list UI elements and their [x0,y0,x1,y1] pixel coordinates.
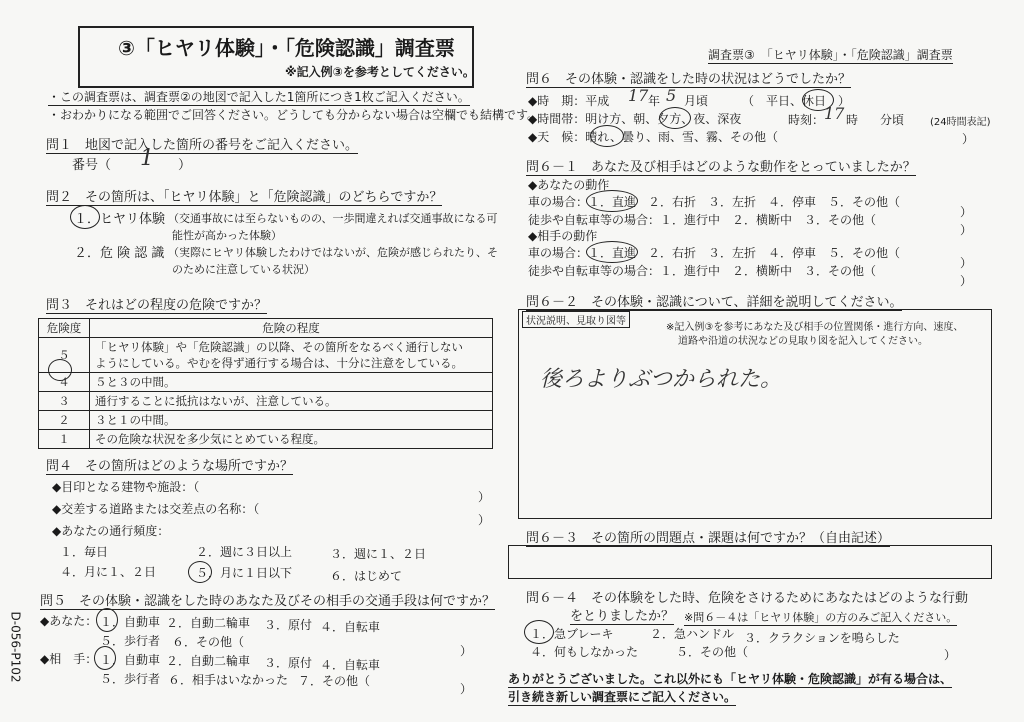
q3-answer-circle [48,359,72,381]
q6-1-you-car[interactable]: 車の場合：１．直進 ２．右折 ３．左折 ４．停車 ５．その他（ [528,195,901,209]
q6-weather[interactable]: ◆天 候：晴れ、曇り、雨、雪、霧、その他（ [528,130,778,144]
q4-intersection-close: ） [478,513,491,527]
q6-3-title: 問６－３ その箇所の問題点・課題は何ですか？（自由記述） [526,527,890,547]
action-option-2[interactable]: ２．急ハンドル [650,627,735,641]
q6-1-you-car-close: ） [960,205,973,219]
action-option-5[interactable]: ５．その他（ [676,645,749,659]
q6-1-you-label: ◆あなたの動作 [528,178,610,192]
other-option-4[interactable]: ４．自転車 [320,658,381,672]
you-close: ） [460,644,473,658]
q1-number-label: 番号（ [72,158,112,173]
table-row[interactable] [39,338,493,373]
you-option-3[interactable]: ３．原付 [264,618,313,632]
q2-option-kiken-note2: のために注意している状況） [172,263,315,276]
freq-option-3[interactable]: ３．週に１、２日 [330,547,427,561]
freq-option-5[interactable]: ５．月に１日以下 [196,566,293,580]
q6-hour-unit: 時 [846,113,859,127]
q6-1-other-car[interactable]: 車の場合：１．直進 ２．右折 ３．左折 ４．停車 ５．その他（ [528,246,901,260]
form-title: ③「ヒヤリ体験」・「危険認識」調査票 [118,36,455,60]
freq-option-6[interactable]: ６．はじめて [330,569,403,583]
q6-2-handwritten-answer[interactable]: 後ろよりぶつかられた。 [540,367,783,392]
freq-option-4[interactable]: ４．月に１、２日 [60,565,157,579]
q6-4-title-1: 問６－４ その体験をした時、危険をさけるためにあなたはどのような行動 [526,591,969,606]
document-id: D-056-P102 [8,611,23,683]
q6-timeslot[interactable]: ◆時間帯：明け方、朝、夕方、夜、深夜 [528,112,742,126]
q4-frequency-label: ◆あなたの通行頻度： [52,524,170,538]
q6-2-note-1: ※記入例③を参考にあなた及び相手の位置関係・進行方向、速度、 [666,322,964,333]
q6-1-you-walk-close: ） [960,223,973,237]
you-option-6[interactable]: ６．その他（ [172,635,245,649]
q2-option-kiken[interactable]: ２．危 険 認 識 [74,246,165,261]
table-row[interactable] [39,411,493,430]
q5-other-label: ◆相 手： [40,652,98,666]
action-option-4[interactable]: ４．何もしなかった [530,645,639,659]
q5-title: 問５ その体験・認識をした時のあなた及びその相手の交通手段は何ですか？ [40,590,495,610]
instruction-1: ・この調査票は、調査票②の地図で記入した1箇所につき1枚ご記入ください。 [48,90,470,104]
q6-1-other-walk[interactable]: 徒歩や自転車等の場合：１．進行中 ２．横断中 ３．その他（ [528,264,877,278]
instruction-2: ・おわかりになる範囲でご回答ください。どうしても分からない場合は空欄でも結構です。 [48,108,540,122]
q6-1-you-walk[interactable]: 徒歩や自転車等の場合：１．進行中 ２．横断中 ３．その他（ [528,213,877,227]
right-header: 調査票③ 「ヒヤリ体験」・「危険認識」調査票 [708,48,953,62]
q6-period-label: ◆時 期：平成 [528,94,610,108]
q6-year-unit: 年 [648,94,661,108]
q6-2-title: 問６－２ その体験・認識について、詳細を説明してください。 [526,291,902,311]
q6-1-other-car-close: ） [960,256,973,270]
q6-clock-label: 時刻： [788,113,825,127]
q4-title: 問４ その箇所はどのような場所ですか？ [46,455,293,475]
q6-minute-unit: 分頃 [880,113,905,127]
timeslot-circle [659,107,691,129]
q6-1-title: 問６－１ あなた及び相手はどのような動作をとっていましたか？ [526,156,916,176]
action-option-1[interactable]: １．急ブレーキ [530,627,614,641]
q6-year-answer[interactable]: 17 [628,86,649,105]
q6-month-answer[interactable]: 5 [666,86,677,105]
freq-option-1[interactable]: １．毎日 [60,545,109,559]
q1-close: ） [178,158,192,173]
you-option-1[interactable]: １．自動車 [100,615,161,629]
action-option-3[interactable]: ３．クラクションを鳴らした [744,631,900,645]
action-option-5-close: ） [944,648,957,662]
q6-weather-close: ） [962,132,975,146]
degree-cell: その危険な状況を多少気にとめている程度。 [90,430,493,449]
other-option-3[interactable]: ３．原付 [264,656,313,670]
q6-weekday[interactable]: （ 平日、休日 ） [742,94,851,108]
you-car-circle [586,190,638,212]
q3-title: 問３ それはどの程度の危険ですか？ [46,294,267,314]
q6-1-other-label: ◆相手の動作 [528,229,598,243]
other-close: ） [460,682,473,696]
weather-circle [590,125,624,147]
q1-title: 問１ 地図で記入した箇所の番号をご記入ください。 [46,134,358,154]
you-option-2[interactable]: ２．自動二輪車 [166,616,251,630]
q6-2-note-2: 道路や沿道の状況などの見取り図を記入してください。 [678,336,928,347]
other-option-6[interactable]: ６．相手はいなかった [168,673,289,687]
q6-2-box-label: 状況説明、見取り図等 [522,311,630,328]
q1-number-answer[interactable]: 1 [140,146,154,171]
level-cell: ４ [39,373,90,392]
q6-4-title-2: をとりましたか？ [570,605,674,625]
q5-you-label: ◆あなた： [40,614,98,628]
table-row[interactable] [39,392,493,411]
degree-cell: 通行することに抵抗はないが、注意している。 [90,392,493,411]
q2-option-kiken-note1: （実際にヒヤリ体験したわけではないが、危険が感じられたり、そ [168,246,498,259]
degree-cell: ５と３の中間。 [90,373,493,392]
other-option-2[interactable]: ２．自動二輪車 [166,654,251,668]
q6-minute-note: (24時間表記) [930,117,991,128]
table-row[interactable] [39,373,493,392]
q4-intersection-label[interactable]: ◆交差する道路または交差点の名称：（ [52,502,260,516]
q6-month-unit: 月頃 [684,94,709,108]
you-option-4[interactable]: ４．自転車 [320,620,381,634]
level-cell: １ [39,430,90,449]
degree-cell: ３と１の中間。 [90,411,493,430]
degree-cell: 「ヒヤリ体験」や「危険認識」の以降、その箇所をなるべく通行しない ようにしている。やむを得ず通行する場合は、十分に注意をしている。 [90,338,493,373]
q2-option-hiyari[interactable]: １．ヒヤリ体験 [74,212,166,227]
thanks-line-1: ありがとうございました。これ以外にも「ヒヤリ体験・危険認識」が有る場合は、 [508,672,953,686]
other-option-5[interactable]: ５．歩行者 [100,672,161,686]
level-cell: ５ [39,338,90,373]
freq-option-2[interactable]: ２．週に３日以上 [196,545,293,559]
you-option-5[interactable]: ５．歩行者 [100,634,161,648]
q4-landmark-label[interactable]: ◆目印となる建物や施設：（ [52,480,200,494]
thanks-line-2: 引き続き新しい調査票にご記入ください。 [508,690,737,704]
q6-hour-answer[interactable]: 17 [824,104,845,123]
other-option-7[interactable]: ７．その他（ [298,674,371,688]
level-cell: ２ [39,411,90,430]
level-cell: ３ [39,392,90,411]
table-row[interactable] [39,430,493,449]
q4-landmark-close: ） [478,490,491,504]
q2-option-hiyari-note2: 能性が高かった体験） [172,229,282,242]
q6-1-other-walk-close: ） [960,274,973,288]
q6-title: 問６ その体験・認識をした時の状況はどうでしたか？ [526,68,851,88]
form-subtitle: ※記入例③を参考としてください。 [285,65,475,79]
other-option-1[interactable]: １．自動車 [100,653,161,667]
other-car-circle [586,241,638,263]
table-header-level: 危険度 [39,319,90,338]
q2-title: 問２ その箇所は、「ヒヤリ体験」と「危険認識」のどちらですか？ [46,186,442,206]
table-header-degree: 危険の程度 [90,319,493,338]
danger-level-table [38,318,493,449]
q2-option-hiyari-note1: （交通事故には至らないものの、一歩間違えれば交通事故になる可 [168,212,498,225]
q6-4-note: ※問６－４は「ヒヤリ体験」の方のみご記入ください。 [684,611,958,624]
q6-3-answer-box[interactable] [508,545,992,579]
table-header-row [39,319,493,338]
